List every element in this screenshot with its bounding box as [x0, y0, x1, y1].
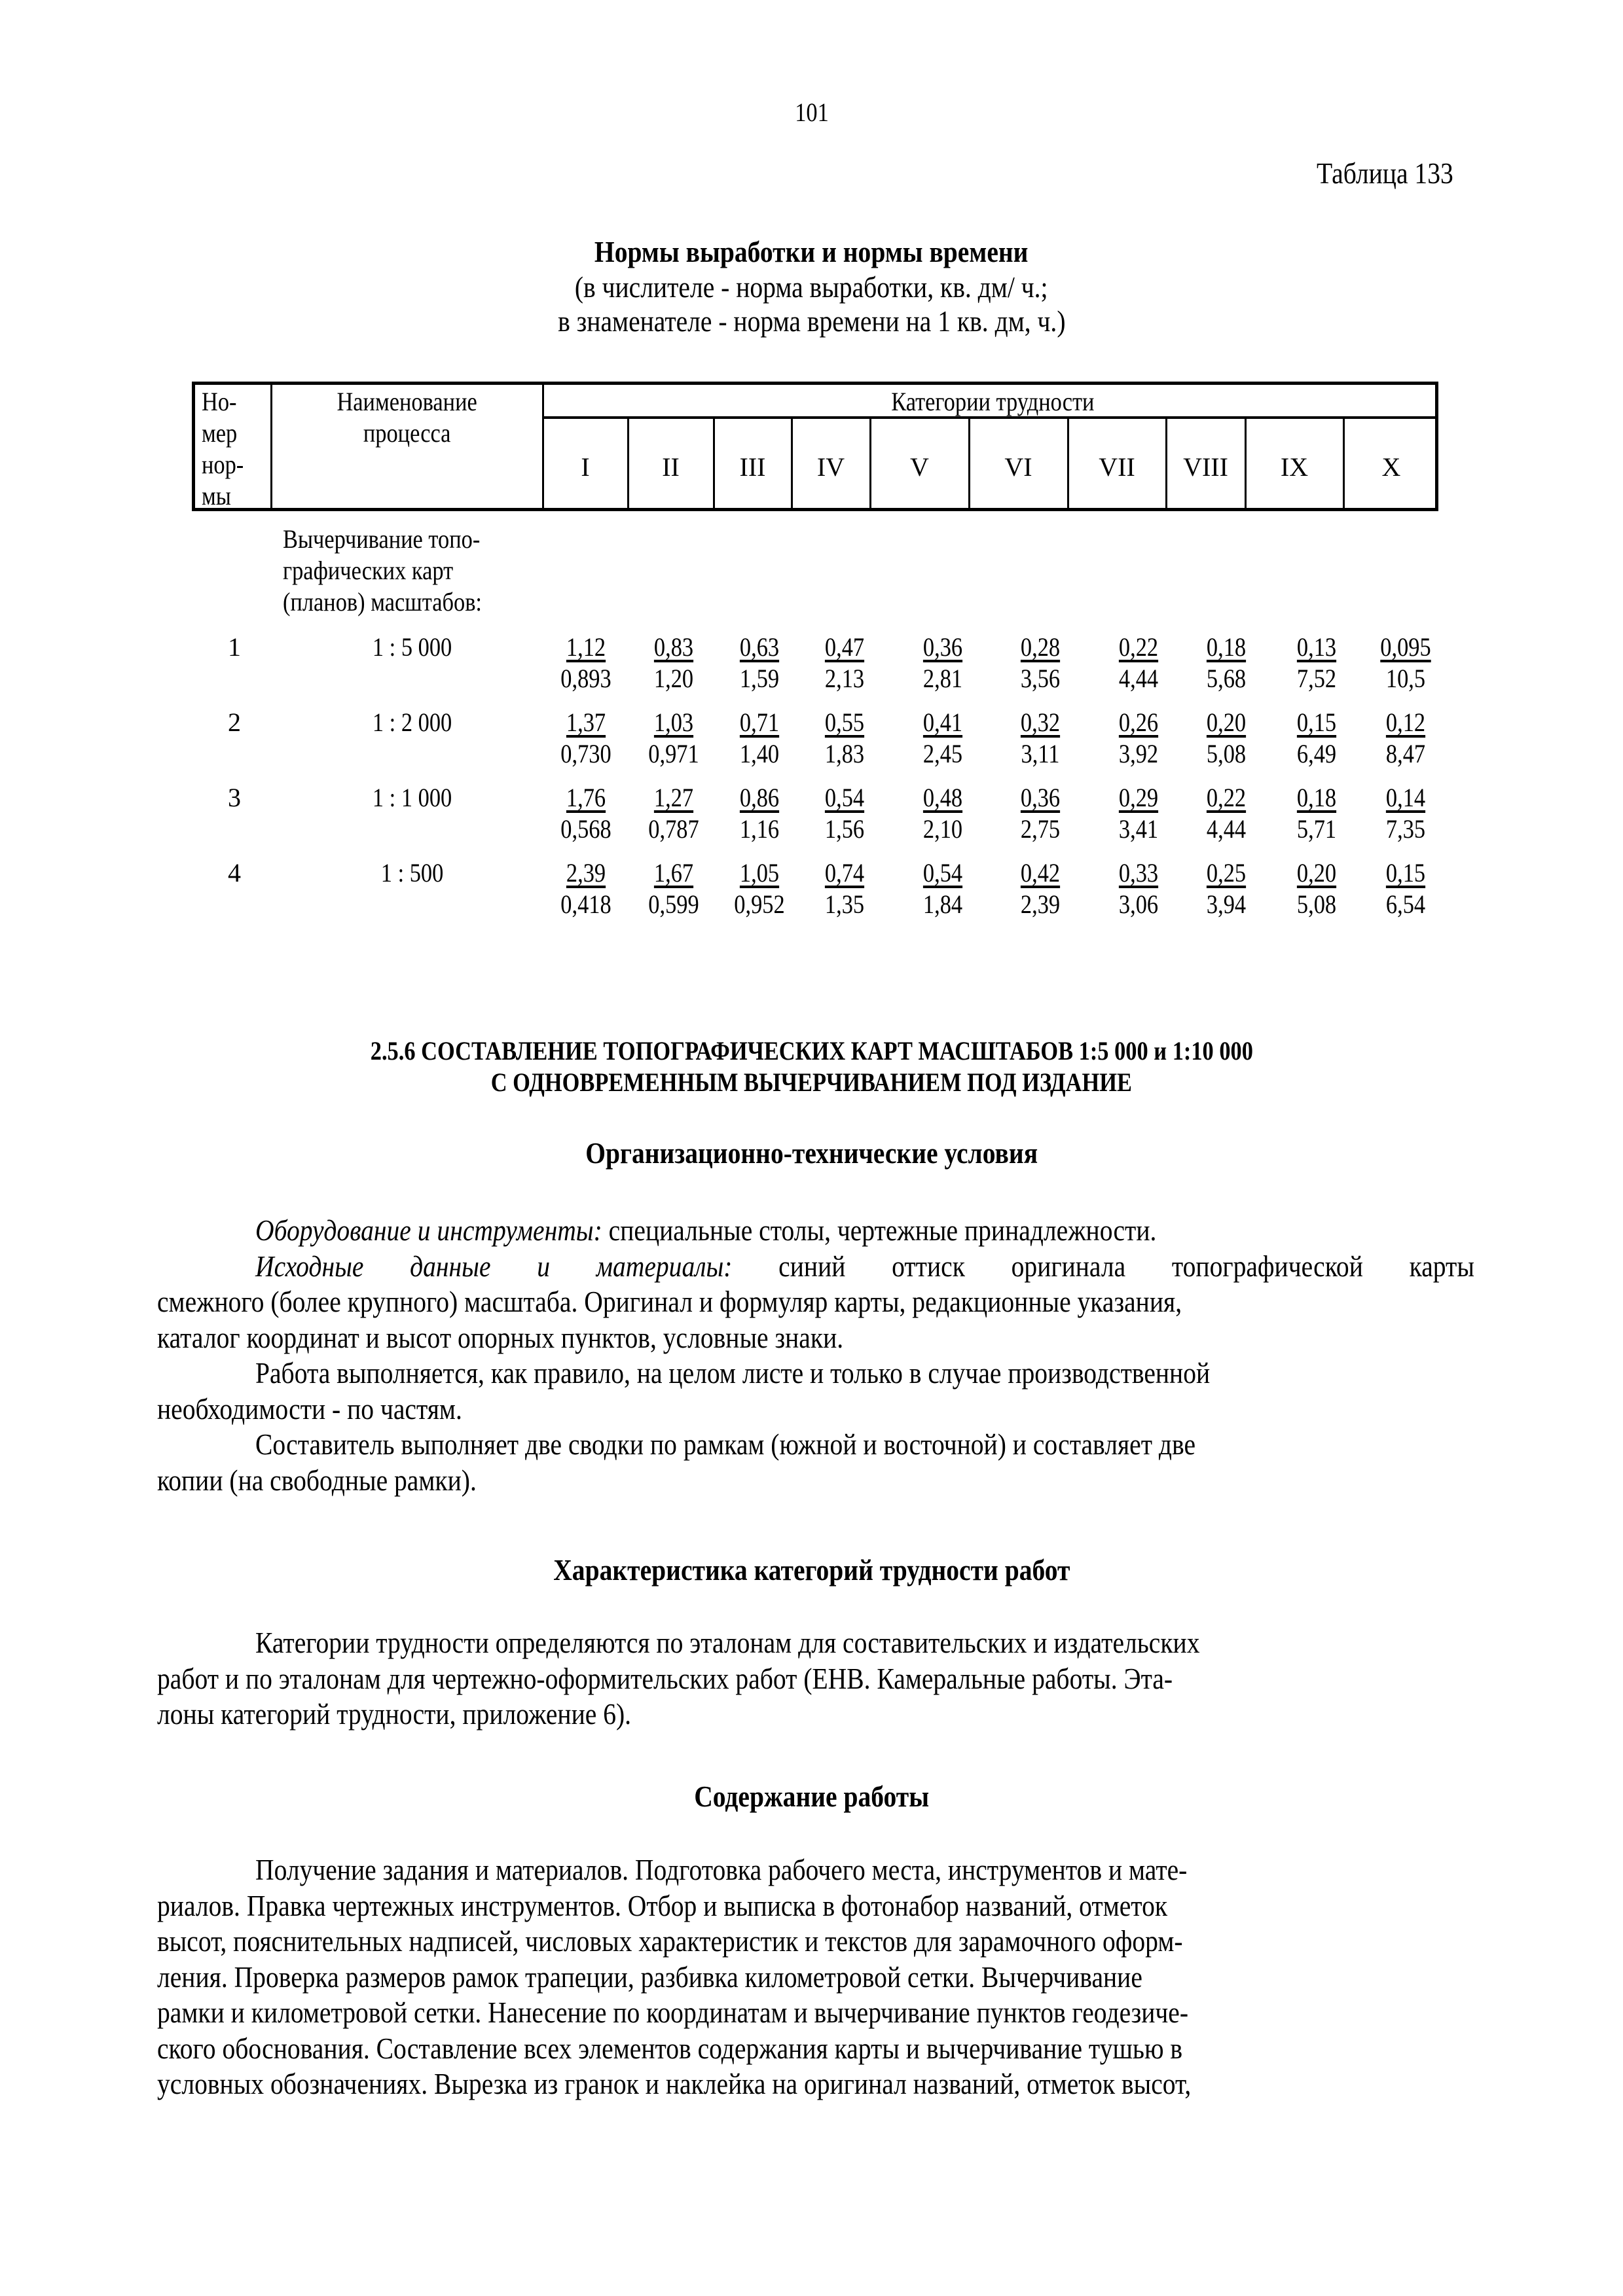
value-cell: 0,12 8,47	[1385, 708, 1426, 768]
equipment-line: Оборудование и инструменты: специальные столы, чертежные принадлежности.	[255, 1213, 1157, 1247]
org-conditions-title: Организационно-технические условия	[585, 1136, 1038, 1170]
value-cell: 0,54 1,84	[922, 858, 963, 919]
value-cell: 1,27 0,787	[648, 783, 699, 844]
row-scale: 1 : 2 000	[373, 708, 452, 737]
value-cell: 2,39 0,418	[560, 858, 611, 919]
value-cell: 0,71 1,40	[739, 708, 780, 768]
value-cell: 0,48 2,10	[922, 783, 963, 844]
content-title: Содержание работы	[694, 1780, 929, 1813]
value-cell: 0,14 7,35	[1385, 783, 1426, 844]
value-cell: 0,28 3,56	[1020, 632, 1061, 693]
value-cell: 0,18 5,68	[1206, 632, 1247, 693]
row-number: 1	[228, 632, 241, 662]
category-II: II	[662, 452, 680, 482]
row-scale: 1 : 500	[381, 858, 444, 888]
value-cell: 0,63 1,59	[739, 632, 780, 693]
source-line: Исходные данные и материалы: синий оттиск оригинала топографической карты	[255, 1249, 1474, 1283]
value-cell: 0,33 3,06	[1118, 858, 1159, 919]
value-cell: 0,18 5,71	[1296, 783, 1337, 844]
value-cell: 1,37 0,730	[560, 708, 611, 768]
header-norm-number: Но- мер нор- мы	[202, 387, 244, 511]
table-subtitle-1: (в числителе - норма выработки, кв. дм/ ч.;	[575, 270, 1048, 304]
value-cell: 1,05 0,952	[734, 858, 785, 919]
value-cell: 0,22 4,44	[1206, 783, 1247, 844]
value-cell: 0,36 2,81	[922, 632, 963, 693]
value-cell: 0,83 1,20	[653, 632, 694, 693]
value-cell: 1,03 0,971	[648, 708, 699, 768]
value-cell: 0,15 6,49	[1296, 708, 1337, 768]
category-III: III	[739, 452, 766, 482]
value-cell: 1,12 0,893	[560, 632, 611, 693]
value-cell: 0,095 10,5	[1380, 632, 1431, 693]
value-cell: 0,55 1,83	[824, 708, 865, 768]
row-scale: 1 : 5 000	[373, 632, 452, 662]
value-cell: 0,15 6,54	[1385, 858, 1426, 919]
category-VI: VI	[1004, 452, 1032, 482]
row-number: 4	[228, 858, 241, 888]
table-subtitle-2: в знаменателе - норма времени на 1 кв. дм, ч.)	[557, 304, 1066, 338]
source-line: смежного (более крупного) масштаба. Оригинал и формуляр карты, редакционные указания,	[157, 1285, 1182, 1318]
work-line: Работа выполняется, как правило, на целом листе и только в случае производственной	[255, 1356, 1211, 1390]
row-number: 3	[228, 783, 241, 812]
value-cell: 0,26 3,92	[1118, 708, 1159, 768]
content-text: Получение задания и материалов. Подготовка рабочего места, инструментов и мате- риалов. Правка чертежных инструментов. Отбор и выписка в фотонабор названий, отметок высот, пояснительных надписей, числовых характеристик и текстов для зарамочного оформ- ления. Проверка размеров рамок трапеции, разбивка километровой сетки. Вычерчивание рамки и километровой сетки. Нанесение по координатам и вычерчивание пунктов геодезиче- ского обоснования. Составление всех элементов содержания карты и вычерчивание тушью в условных обозначениях. Вырезка из гранок и наклейка на оригинал названий, отметок высот,	[157, 1853, 1192, 2100]
value-cell: 0,20 5,08	[1206, 708, 1247, 768]
section-heading-line-2: С ОДНОВРЕМЕННЫМ ВЫЧЕРЧИВАНИЕМ ПОД ИЗДАНИЕ	[490, 1067, 1133, 1097]
difficulty-text: Категории трудности определяются по эталонам для составительских и издательских работ и по эталонам для чертежно-оформительских работ (ЕНВ. Камеральные работы. Эта- лоны категорий трудности, приложение 6).	[157, 1626, 1200, 1731]
category-V: V	[910, 452, 929, 482]
compiler-line: копии (на свободные рамки).	[157, 1463, 477, 1497]
value-cell: 0,32 3,11	[1020, 708, 1061, 768]
table-title: Нормы выработки и нормы времени	[594, 235, 1029, 268]
value-cell: 0,13 7,52	[1296, 632, 1337, 693]
value-cell: 0,36 2,75	[1020, 783, 1061, 844]
compiler-line: Составитель выполняет две сводки по рамкам (южной и восточной) и составляет две	[255, 1427, 1196, 1461]
value-cell: 1,67 0,599	[648, 858, 699, 919]
org-conditions-text	[157, 1213, 1480, 1498]
category-IX: IX	[1280, 452, 1309, 482]
category-IV: IV	[816, 452, 845, 482]
value-cell: 0,22 4,44	[1118, 632, 1159, 693]
value-cell: 0,42 2,39	[1020, 858, 1061, 919]
category-VIII: VIII	[1183, 452, 1228, 482]
category-VII: VII	[1099, 452, 1135, 482]
difficulty-title: Характеристика категорий трудности работ	[553, 1553, 1070, 1587]
norms-table-header	[192, 382, 1438, 511]
row-scale: 1 : 1 000	[373, 783, 452, 812]
value-cell: 0,41 2,45	[922, 708, 963, 768]
value-cell: 0,86 1,16	[739, 783, 780, 844]
page-number: 101	[794, 98, 829, 127]
value-cell: 0,20 5,08	[1296, 858, 1337, 919]
category-X: X	[1381, 452, 1401, 482]
value-cell: 0,25 3,94	[1206, 858, 1247, 919]
header-process-name: Наименование процесса	[337, 387, 478, 448]
group-label: Вычерчивание топо- графических карт (планов) масштабов:	[283, 524, 482, 617]
row-number: 2	[228, 708, 241, 737]
value-cell: 0,54 1,56	[824, 783, 865, 844]
value-cell: 1,76 0,568	[560, 783, 611, 844]
source-line: каталог координат и высот опорных пунктов, условные знаки.	[157, 1320, 844, 1354]
table-label: Таблица 133	[1317, 156, 1454, 190]
category-I: I	[581, 452, 590, 482]
value-cell: 0,47 2,13	[824, 632, 865, 693]
work-line: необходимости - по частям.	[157, 1391, 462, 1426]
header-categories-title: Категории трудности	[890, 387, 1095, 416]
section-heading-line-1: 2.5.6 СОСТАВЛЕНИЕ ТОПОГРАФИЧЕСКИХ КАРТ МАСШТАБОВ 1:5 000 и 1:10 000	[370, 1036, 1253, 1066]
value-cell: 0,74 1,35	[824, 858, 865, 919]
value-cell: 0,29 3,41	[1118, 783, 1159, 844]
